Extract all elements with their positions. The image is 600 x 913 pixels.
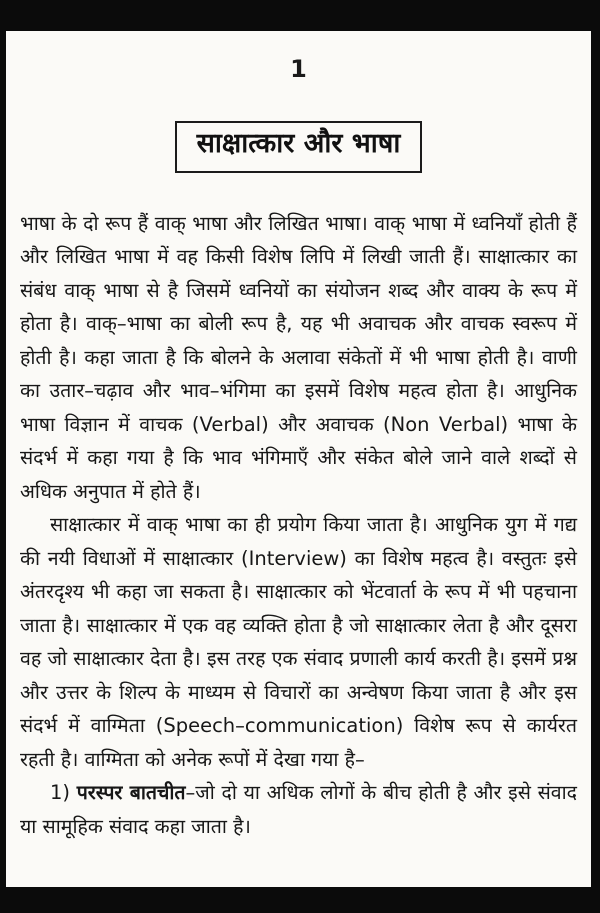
list-item-1 xyxy=(20,776,577,843)
paragraph-2: साक्षात्कार में वाक् भाषा का ही प्रयोग किया जाता है। आधुनिक युग में गद्य की नयी विधाओं में साक्षात्कार (Interview) का विशेष महत्व है। वस्तुतः इसे अंतरदृश्य भी कहा जा सकता है। साक्षात्कार को भेंटवार्ता के रूप में भी पहचाना जाता है। साक्षात्कार में एक वह व्यक्ति होता है जो साक्षात्कार लेता है और दूसरा वह जो साक्षात्कार देता है। इस तरह एक संवाद प्रणाली कार्य करती है। इसमें प्रश्न और उत्तर के शिल्प के माध्यम से विचारों का अन्वेषण किया जाता है और इस संदर्भ में वाग्मिता (Speech–communication) विशेष रूप से कार्यरत रहती है। वाग्मिता को अनेक रूपों में देखा गया है– xyxy=(20,513,577,771)
list-item-text: –जो दो या अधिक लोगों के बीच होती है और इसे संवाद या सामूहिक संवाद कहा जाता है। xyxy=(20,781,578,838)
list-item-number: 1) xyxy=(50,781,77,805)
chapter-number: 1 xyxy=(290,55,307,83)
chapter-title: साक्षात्कार और भाषा xyxy=(196,128,401,159)
chapter-title-box xyxy=(175,121,423,173)
scan-bottom-bar xyxy=(0,887,600,913)
page-surface xyxy=(6,31,591,887)
body-text xyxy=(20,207,577,844)
paragraph-1: भाषा के दो रूप हैं वाक् भाषा और लिखित भाषा। वाक् भाषा में ध्वनियाँ होती हैं और लिखित भाषा में वह किसी विशेष लिपि में लिखी जाती हैं। साक्षात्कार का संबंध वाक् भाषा से है जिसमें ध्वनियों का संयोजन शब्द और वाक्य के रूप में होता है। वाक्–भाषा का बोली रूप है, यह भी अवाचक और वाचक स्वरूप में होती है। कहा जाता है कि बोलने के अलावा संकेतों में भी भाषा होती है। वाणी का उतार–चढ़ाव और भाव–भंगिमा का इसमें विशेष महत्व होता है। आधुनिक भाषा विज्ञान में वाचक (Verbal) और अवाचक (Non Verbal) भाषा के संदर्भ में कहा गया है कि भाव भंगिमाएँ और संकेत बोले जाने वाले शब्दों से अधिक अनुपात में होते हैं। xyxy=(20,211,577,503)
list-item-term: परस्पर बातचीत xyxy=(76,781,186,805)
chapter-title-wrap xyxy=(20,121,577,173)
scan-top-bar xyxy=(0,0,600,31)
